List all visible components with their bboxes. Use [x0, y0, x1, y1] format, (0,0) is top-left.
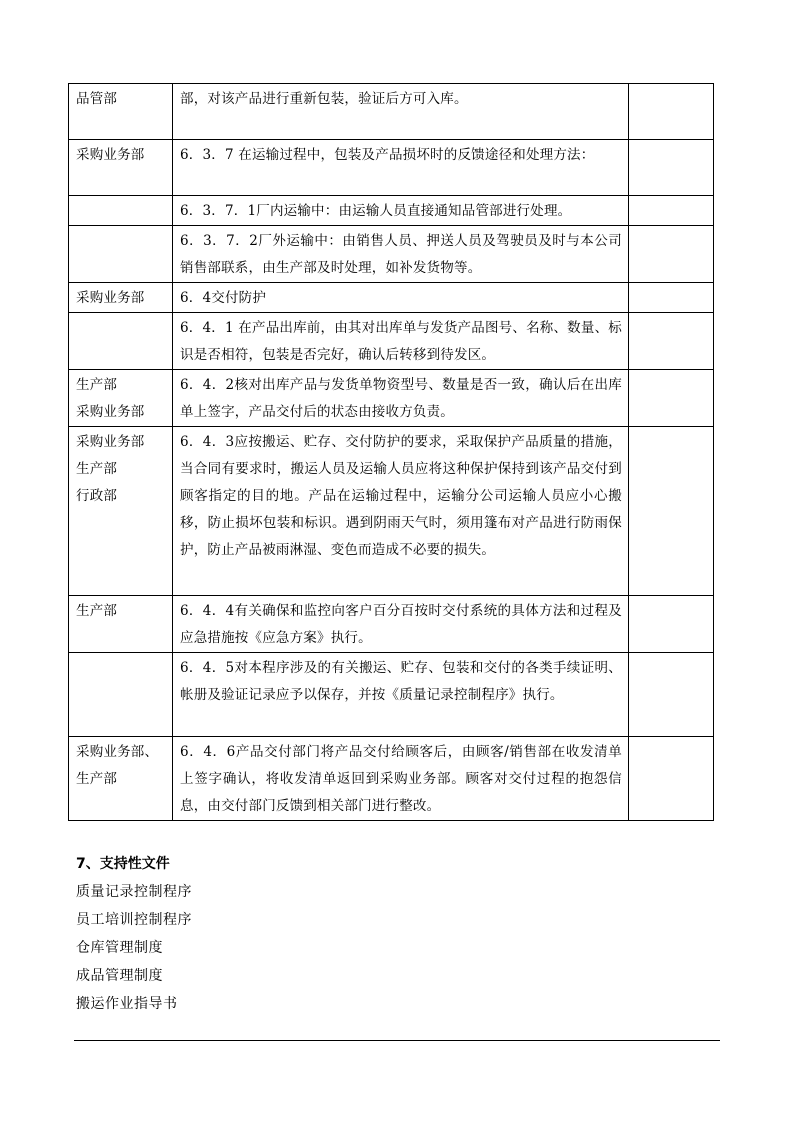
note-cell [629, 283, 714, 313]
note-cell [629, 737, 714, 821]
supporting-documents-list [76, 878, 192, 1018]
supporting-document-item: 员工培训控制程序 [76, 912, 192, 928]
department-cell [69, 196, 173, 226]
note-cell [629, 226, 714, 283]
table-row [69, 226, 714, 283]
department-name: 品管部 [76, 91, 118, 107]
procedure-content-cell: 6．3．7．2厂外运输中：由销售人员、押送人员及驾驶员及时与本公司销售部联系，由生产部及时处理，如补发货物等。 [173, 226, 629, 283]
procedure-content-cell: 6．4．6产品交付部门将产品交付给顾客后，由顾客/销售部在收发清单上签字确认，将收发清单返回到采购业务部。顾客对交付过程的抱怨信息，由交付部门反馈到相关部门进行整改。 [173, 737, 629, 821]
department-name: 采购业务部 [76, 434, 145, 450]
table-row [69, 84, 714, 140]
note-cell [629, 84, 714, 140]
table-row [69, 140, 714, 196]
department-cell [69, 140, 173, 196]
supporting-document-item: 搬运作业指导书 [76, 996, 178, 1012]
note-cell [629, 140, 714, 196]
procedure-content-cell: 6．4．2核对出库产品与发货单物资型号、数量是否一致，确认后在出库单上签字，产品交付后的状态由接收方负责。 [173, 370, 629, 427]
procedure-content-cell: 部，对该产品进行重新包装，验证后方可入库。 [173, 84, 629, 140]
department-name: 采购业务部 [76, 404, 145, 420]
department-cell [69, 84, 173, 140]
procedure-content-cell: 6．4交付防护 [173, 283, 629, 313]
note-cell [629, 653, 714, 737]
department-name: 生产部 [76, 461, 118, 477]
department-name: 采购业务部 [76, 147, 145, 163]
note-cell [629, 370, 714, 427]
procedure-content-cell: 6．4．1 在产品出库前，由其对出库单与发货产品图号、名称、数量、标识是否相符，包装是否完好，确认后转移到待发区。 [173, 313, 629, 370]
department-name: 行政部 [76, 488, 118, 504]
procedure-content-cell: 6．4．3应按搬运、贮存、交付防护的要求，采取保护产品质量的措施，当合同有要求时，搬运人员及运输人员应将这种保护保持到该产品交付到顾客指定的目的地。产品在运输过程中，运输分公司运输人员应小心搬移，防止损坏包装和标识。遇到阴雨天气时，须用篷布对产品进行防雨保护，防止产品被雨淋湿、变色而造成不必要的损失。 [173, 427, 629, 596]
table-row [69, 596, 714, 653]
table-row [69, 283, 714, 313]
department-name: 采购业务部 [76, 290, 145, 306]
department-name: 采购业务部、 [76, 744, 159, 760]
department-cell [69, 313, 173, 370]
procedure-content-cell: 6．4．4有关确保和监控向客户百分百按时交付系统的具体方法和过程及应急措施按《应急方案》执行。 [173, 596, 629, 653]
note-cell [629, 596, 714, 653]
procedure-content-cell: 6．3．7 在运输过程中，包装及产品损坏时的反馈途径和处理方法： [173, 140, 629, 196]
department-cell [69, 653, 173, 737]
table-row [69, 737, 714, 821]
supporting-document-item: 仓库管理制度 [76, 940, 163, 956]
note-cell [629, 427, 714, 596]
department-name: 生产部 [76, 771, 118, 787]
department-cell [69, 370, 173, 427]
department-name: 生产部 [76, 603, 118, 619]
procedure-table-body [69, 84, 714, 821]
supporting-documents-heading: 7、支持性文件 [76, 856, 170, 872]
procedure-table [68, 83, 714, 821]
department-cell [69, 737, 173, 821]
footer-rule [74, 1040, 720, 1041]
note-cell [629, 196, 714, 226]
department-cell [69, 596, 173, 653]
table-row [69, 196, 714, 226]
supporting-document-item: 成品管理制度 [76, 968, 163, 984]
table-row [69, 653, 714, 737]
table-row [69, 427, 714, 596]
procedure-content-cell: 6．3．7．1厂内运输中：由运输人员直接通知品管部进行处理。 [173, 196, 629, 226]
supporting-documents-section [76, 850, 192, 1018]
note-cell [629, 313, 714, 370]
department-name: 生产部 [76, 377, 118, 393]
department-cell [69, 226, 173, 283]
table-row [69, 370, 714, 427]
table-row [69, 313, 714, 370]
supporting-document-item: 质量记录控制程序 [76, 884, 192, 900]
procedure-content-cell: 6．4．5对本程序涉及的有关搬运、贮存、包装和交付的各类手续证明、帐册及验证记录应予以保存，并按《质量记录控制程序》执行。 [173, 653, 629, 737]
department-cell [69, 283, 173, 313]
department-cell [69, 427, 173, 596]
